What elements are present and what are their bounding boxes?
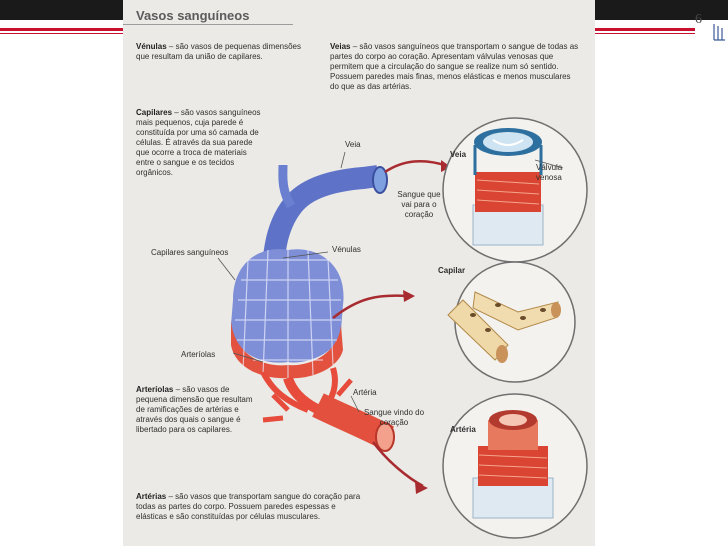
- vein-lumen: [483, 132, 533, 152]
- corner-decoration-icon: [712, 22, 726, 42]
- label-venulas: Vénulas: [332, 245, 361, 254]
- veias-term: Veias: [330, 42, 351, 51]
- capilares-term: Capilares: [136, 108, 173, 117]
- textbook-page: [123, 0, 595, 546]
- capillary-end-1: [496, 345, 508, 363]
- arteriolas-term: Arteríolas: [136, 385, 174, 394]
- label-sangue-vai: Sangue que vai para o coração: [397, 190, 441, 219]
- blood-vessel-diagram: [123, 0, 595, 546]
- arrow-head-capilar-icon: [403, 290, 415, 302]
- label-circle-arteria: Artéria: [450, 425, 476, 434]
- page-title: Vasos sanguíneos: [136, 8, 250, 23]
- capillary-end-2: [551, 302, 561, 318]
- venulas-text: – são vasos de pequenas dimensões que resultam da união de capilares.: [136, 42, 301, 61]
- label-capilares-sanguineos: Capilares sanguíneos: [151, 248, 229, 257]
- veias-text: – são vasos sanguíneos que transportam o sangue de todas as partes do corpo ao coração. Apresentam válvulas venosas que permitem que a circulação do sangue se realize num só sentido. Possuem paredes mais finas, menos elásticas e menos musculares do que as das artérias.: [330, 42, 579, 91]
- arrow-to-capilar: [333, 296, 408, 318]
- accent-line-right: [595, 28, 695, 31]
- label-sangue-vindo: Sangue vindo do coração: [363, 408, 425, 427]
- accent-line-right-thin: [595, 33, 695, 34]
- arteriolas-text: – são vasos de pequena dimensão que resultam de ramificações de artérias e através dos quais o sangue é libertado para os capilares.: [136, 385, 253, 434]
- arterias-term: Artérias: [136, 492, 167, 501]
- label-veia: Veia: [345, 140, 361, 149]
- leader-capilares: [218, 258, 235, 280]
- label-circle-capilar: Capilar: [438, 266, 466, 275]
- accent-line-left: [0, 28, 123, 31]
- label-circle-veia: Veia: [450, 150, 467, 159]
- label-valvula-venosa: Válvula venosa: [536, 163, 563, 182]
- capilares-text: – são vasos sanguíneos mais pequenos, cuja parede é constituída por uma só camada de células. É através da sua parede que ocorre a troca de materiais entre o sangue e os tecidos orgânicos.: [136, 108, 261, 177]
- vein-branch: [283, 165, 291, 206]
- label-arteriolas: Arteríolas: [181, 350, 216, 359]
- venulas-term: Vénulas: [136, 42, 167, 51]
- accent-line-left-thin: [0, 33, 123, 34]
- slide-page-number: 6: [695, 12, 702, 27]
- artery-lumen: [499, 414, 527, 426]
- leader-veia: [341, 152, 345, 168]
- arterias-text: – são vasos que transportam sangue do coração para todas as partes do corpo. Possuem paredes espessas e elásticas e são constituídas por células musculares.: [136, 492, 361, 521]
- label-arteria: Artéria: [353, 388, 377, 397]
- arrow-to-veia: [385, 161, 448, 172]
